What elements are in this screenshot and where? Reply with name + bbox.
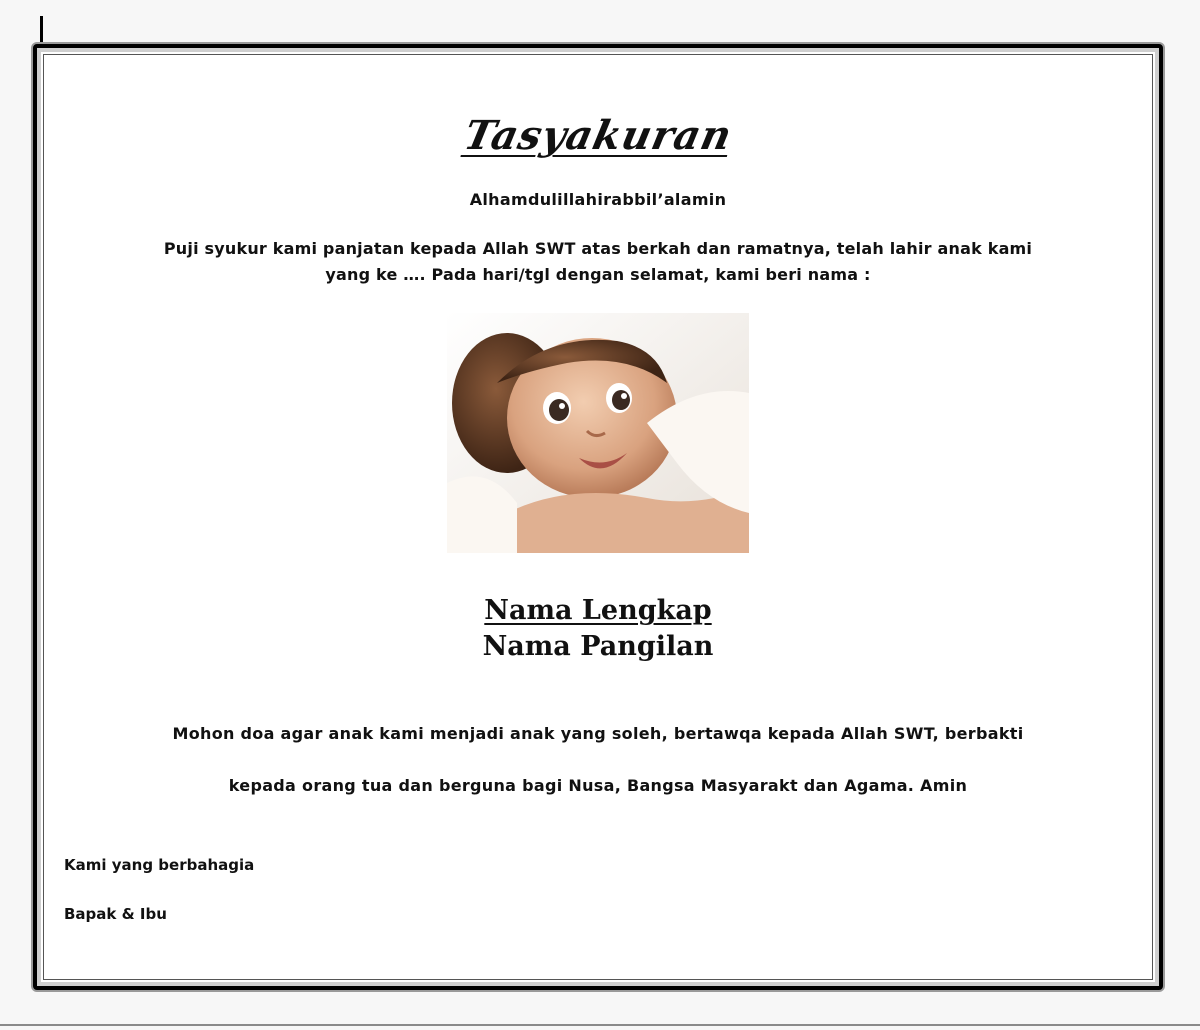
signature-text: Bapak & Ibu xyxy=(64,905,167,923)
prayer-line-2: kepada orang tua dan berguna bagi Nusa, Bangsa Masyarakt dan Agama. Amin xyxy=(228,776,968,795)
intro-line-1: Puji syukur kami panjatan kepada Allah SWT atas berkah dan ramatnya, telah lahir anak kami xyxy=(163,239,1033,258)
invitation-title: Tasyakuran xyxy=(459,112,737,159)
prayer-paragraph xyxy=(57,708,1139,812)
baby-names xyxy=(37,593,1159,665)
page-bottom-rule xyxy=(0,1024,1200,1026)
invitation-card xyxy=(33,44,1163,990)
intro-paragraph xyxy=(57,236,1139,288)
nickname: Nama Pangilan xyxy=(482,631,714,662)
invitation-subtitle: Alhamdulillahirabbil’alamin xyxy=(469,190,727,209)
full-name: Nama Lengkap xyxy=(484,595,712,626)
text-cursor xyxy=(40,16,43,46)
prayer-line-1: Mohon doa agar anak kami menjadi anak yang soleh, bertawqa kepada Allah SWT, berbakti xyxy=(172,724,1024,743)
intro-line-2: yang ke …. Pada hari/tgl dengan selamat, kami beri nama : xyxy=(325,265,871,284)
closing-text: Kami yang berbahagia xyxy=(64,856,255,874)
baby-photo xyxy=(447,313,749,553)
